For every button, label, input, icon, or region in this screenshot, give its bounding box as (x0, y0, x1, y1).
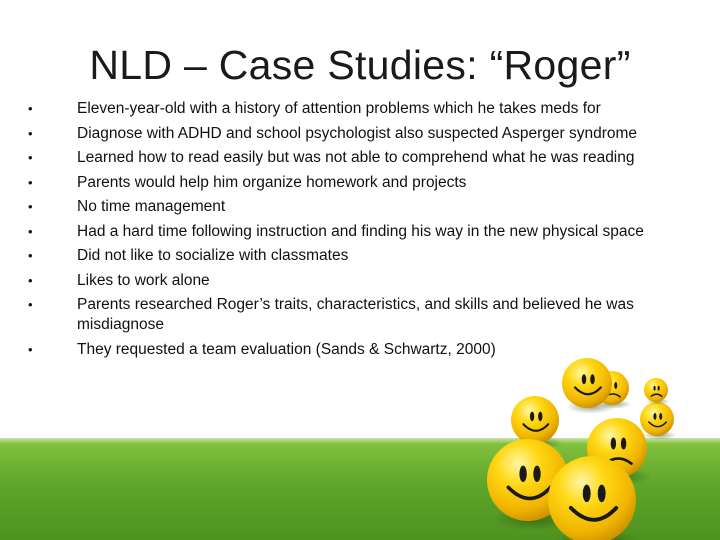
bullet-text: Parents would help him organize homework and projects (77, 173, 467, 191)
smiley-ball-smiling (640, 402, 677, 440)
bullet-item (28, 173, 688, 193)
bullet-text: Had a hard time following instruction and finding his way in the new physical space (77, 222, 644, 240)
bullet-item (28, 246, 688, 266)
bullet-dot: • (28, 199, 33, 214)
smiley-ball-frowning (644, 378, 670, 405)
bullet-list (28, 99, 688, 364)
bullet-text: Parents researched Roger’s traits, characteristics, and skills and believed he was misdiagnose (77, 296, 634, 333)
bullet-dot: • (28, 125, 33, 141)
slide-title: NLD – Case Studies: “Roger” (89, 42, 631, 88)
bullet-item (28, 222, 688, 242)
bullet-text: Likes to work alone (77, 271, 210, 289)
bullet-dot: • (28, 297, 33, 312)
bullet-text: Did not like to socialize with classmates (77, 247, 349, 264)
bullet-item (28, 148, 688, 168)
bullet-text: No time management (77, 198, 226, 215)
bullet-dot: • (28, 223, 33, 239)
bullet-dot: • (28, 174, 33, 190)
bullet-item (28, 295, 688, 335)
bullet-item (28, 124, 688, 144)
bullet-item (28, 340, 688, 360)
bullet-text: Diagnose with ADHD and school psychologist also suspected Asperger syndrome (77, 124, 638, 142)
bullet-dot: • (28, 341, 33, 357)
bullet-dot: • (28, 101, 33, 116)
smiley-ball-smiling (562, 358, 616, 414)
bullet-text: They requested a team evaluation (Sands & Schwartz, 2000) (77, 340, 496, 358)
bullet-item (28, 197, 688, 217)
bullet-dot: • (28, 248, 33, 263)
bullet-dot: • (28, 272, 33, 288)
bullet-dot: • (28, 150, 33, 165)
bullet-text: Learned how to read easily but was not able to comprehend what he was reading (77, 149, 635, 166)
bullet-text: Eleven-year-old with a history of attention problems which he takes meds for (77, 100, 601, 117)
bullet-item (28, 99, 688, 119)
bullet-item (28, 271, 688, 291)
